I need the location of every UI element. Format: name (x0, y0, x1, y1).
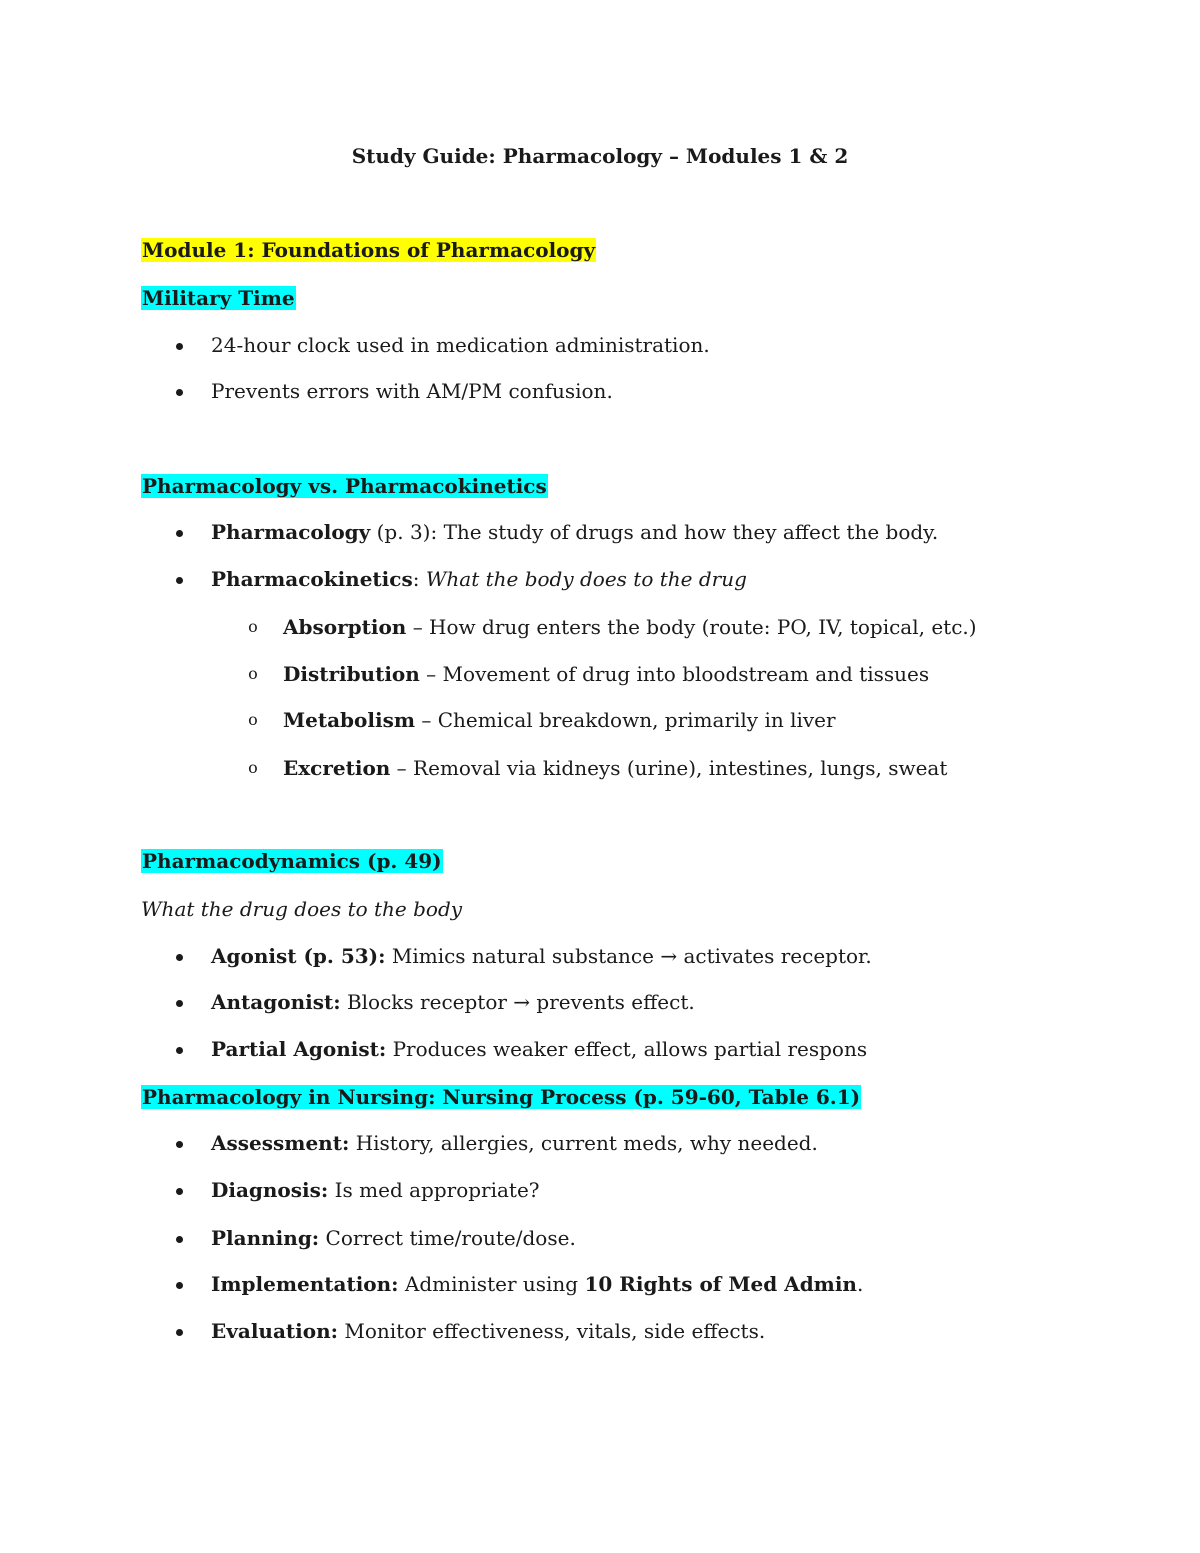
definition: History, allergies, current meds, why needed. (349, 1131, 818, 1155)
definition: – Removal via kidneys (urine), intestines, lungs, sweat (390, 756, 948, 780)
definition: Blocks receptor → prevents effect. (340, 990, 695, 1014)
sub-list-item (283, 706, 836, 734)
list-item (211, 1270, 863, 1298)
list-item (211, 518, 938, 546)
list-item (211, 565, 747, 593)
definition: What the body does to the drug (425, 567, 747, 591)
definition: – Movement of drug into bloodstream and tissues (419, 662, 930, 686)
sub-list-item (283, 660, 929, 688)
sub-list-item (283, 754, 947, 782)
section-heading-pharmacodynamics (141, 847, 443, 875)
separator: : (412, 567, 426, 591)
list-item (211, 1224, 576, 1252)
bullet-icon (171, 942, 187, 970)
module-heading (141, 236, 596, 264)
sub-bullet-icon: o (248, 617, 258, 636)
definition: – Chemical breakdown, primarily in liver (415, 708, 836, 732)
list-item (211, 1317, 765, 1345)
list-item (211, 1176, 540, 1204)
sub-bullet-icon: o (248, 710, 258, 729)
definition: Mimics natural substance → activates receptor. (385, 944, 872, 968)
definition: Is med appropriate? (328, 1178, 540, 1202)
definition: Monitor effectiveness, vitals, side effects. (338, 1319, 766, 1343)
module-heading-text: Module 1: Foundations of Pharmacology (142, 238, 596, 262)
bullet-icon (171, 1317, 187, 1345)
bullet-icon (171, 1129, 187, 1157)
bullet-icon (171, 988, 187, 1016)
definition: Correct time/route/dose. (319, 1226, 576, 1250)
section-subtitle: What the drug does to the body (141, 897, 463, 921)
bullet-icon (171, 1176, 187, 1204)
section-heading-pharm-vs-pk (141, 472, 548, 500)
term: Pharmacology (211, 520, 371, 544)
list-item (211, 1035, 867, 1063)
list-item (211, 988, 695, 1016)
section-heading-text: Military Time (142, 286, 295, 310)
term: Evaluation: (211, 1319, 339, 1343)
definition: – How drug enters the body (route: PO, IV, topical, etc.) (406, 615, 977, 639)
term: Partial Agonist: (211, 1037, 387, 1061)
term: Diagnosis: (211, 1178, 329, 1202)
sub-bullet-icon: o (248, 758, 258, 777)
term: Assessment: (211, 1131, 350, 1155)
term: Excretion (283, 756, 391, 780)
term: Pharmacokinetics (211, 567, 413, 591)
bullet-icon (171, 1224, 187, 1252)
definition-tail: . (856, 1272, 864, 1296)
document-title: Study Guide: Pharmacology – Modules 1 & 2 (351, 144, 849, 168)
term: Antagonist: (211, 990, 341, 1014)
section-heading-text: Pharmacodynamics (p. 49) (142, 849, 442, 873)
definition: (p. 3): The study of drugs and how they affect the body. (370, 520, 939, 544)
list-item: 24-hour clock used in medication administration. (211, 333, 710, 357)
sub-bullet-icon: o (248, 664, 258, 683)
bullet-icon (171, 518, 187, 546)
list-item: Prevents errors with AM/PM confusion. (211, 379, 613, 403)
term: Implementation: (211, 1272, 399, 1296)
bullet-icon (171, 1035, 187, 1063)
list-item (211, 1129, 818, 1157)
bullet-icon (171, 331, 187, 359)
term: Planning: (211, 1226, 320, 1250)
sub-list-item (283, 613, 977, 641)
bullet-icon (171, 1270, 187, 1298)
section-heading-text: Pharmacology vs. Pharmacokinetics (142, 474, 547, 498)
emphasis: 10 Rights of Med Admin (584, 1272, 857, 1296)
list-item (211, 942, 872, 970)
bullet-icon (171, 377, 187, 405)
bullet-icon (171, 565, 187, 593)
definition: Produces weaker effect, allows partial respons (386, 1037, 868, 1061)
term: Distribution (283, 662, 420, 686)
definition: Administer using (398, 1272, 585, 1296)
term: Agonist (p. 53): (211, 944, 386, 968)
term: Metabolism (283, 708, 416, 732)
section-heading-nursing-process (141, 1083, 861, 1111)
term: Absorption (283, 615, 407, 639)
section-heading-military-time (141, 284, 296, 312)
section-heading-text: Pharmacology in Nursing: Nursing Process (p. 59-60, Table 6.1) (142, 1085, 861, 1109)
